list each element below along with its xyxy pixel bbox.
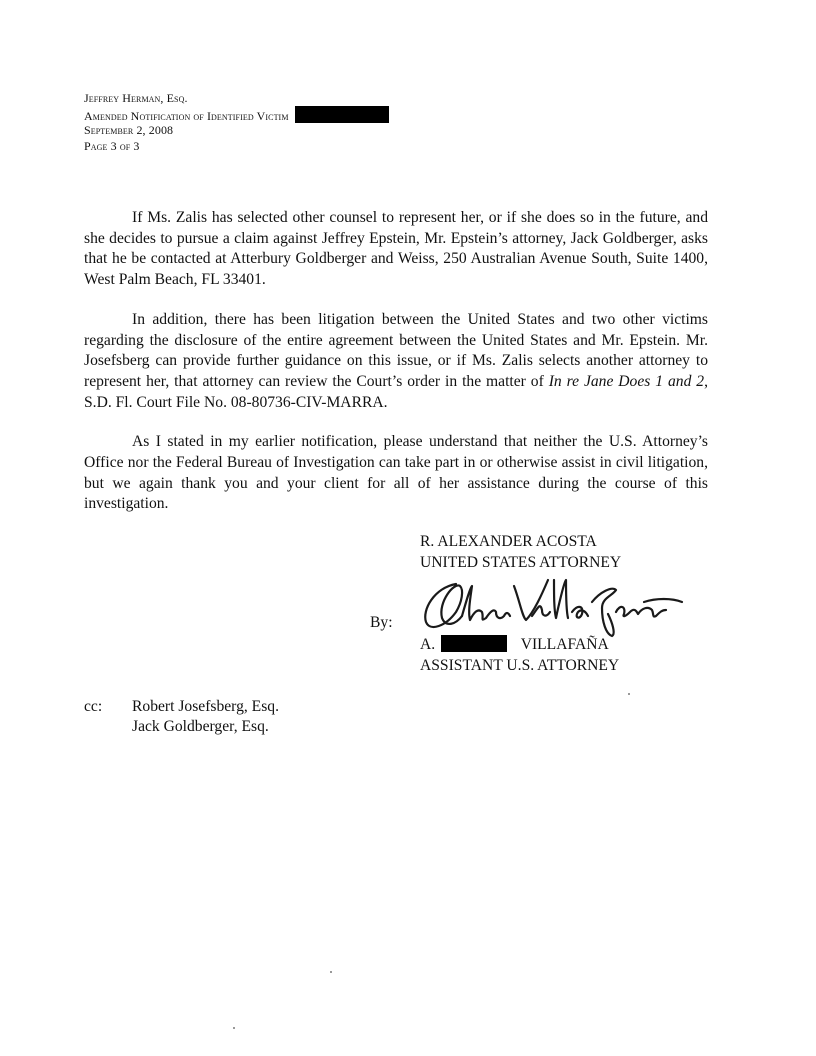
- us-attorney-title: UNITED STATES ATTORNEY: [420, 554, 622, 571]
- signer-block: [420, 634, 619, 676]
- scan-speck: [233, 1027, 235, 1029]
- signer-initial: A.: [420, 636, 436, 653]
- cc-label: cc:: [84, 698, 103, 715]
- paragraph-litigation: [84, 310, 708, 414]
- header-page-number: Page 3 of 3: [84, 139, 140, 153]
- signer-name-line: [420, 634, 619, 655]
- header-date: September 2, 2008: [84, 123, 174, 137]
- letter-body: [84, 208, 708, 534]
- header-subject-line: [84, 106, 584, 122]
- cc-recipients: [132, 697, 279, 737]
- by-label: By:: [370, 614, 393, 631]
- cc-recipient: Jack Goldberger, Esq.: [132, 718, 269, 735]
- case-name: In re Jane Does 1 and 2: [548, 372, 705, 390]
- redaction-bar: [295, 106, 389, 123]
- redaction-bar: [441, 635, 507, 652]
- paragraph-litigation-text: In addition, there has been litigation between the United States and two other victims regarding the disclosure of the entire agreement between the United States and Mr. Epstein. Mr. Josefsberg can provide further guidance on this issue, or if Ms. Zalis selects another attorney to represent her, that attorney can review the Court’s order in the matter of: [84, 310, 708, 390]
- letter-header: [84, 90, 584, 154]
- header-recipient: Jeffrey Herman, Esq.: [84, 91, 188, 105]
- header-subject: Amended Notification of Identified Victim: [84, 109, 289, 123]
- scan-speck: [330, 971, 332, 973]
- signer-title: ASSISTANT U.S. ATTORNEY: [420, 657, 620, 674]
- us-attorney-name: R. ALEXANDER ACOSTA: [420, 533, 597, 550]
- paragraph-counsel: If Ms. Zalis has selected other counsel to represent her, or if she does so in the future, and she decides to pursue a claim against Jeffrey Epstein, Mr. Epstein’s attorney, Jack Goldberger, asks that he be contacted at Atterbury Goldberger and Weiss, 250 Australian Avenue South, Suite 1400, West Palm Beach, FL 33401.: [84, 209, 708, 289]
- scan-speck: [628, 693, 630, 695]
- signer-surname: VILLAFAÑA: [520, 636, 609, 653]
- handwritten-signature: [416, 572, 688, 642]
- case-file-number: , S.D. Fl. Court File No. 08-80736-CIV-MARRA.: [84, 372, 708, 411]
- cc-recipient: Robert Josefsberg, Esq.: [132, 698, 279, 715]
- us-attorney-block: [420, 531, 720, 573]
- paragraph-closing: As I stated in my earlier notification, please understand that neither the U.S. Attorney’s Office nor the Federal Bureau of Investigation can take part in or otherwise assist in civil litigation, but we again thank you and your client for all of her assistance during the course of this investigation.: [84, 433, 708, 513]
